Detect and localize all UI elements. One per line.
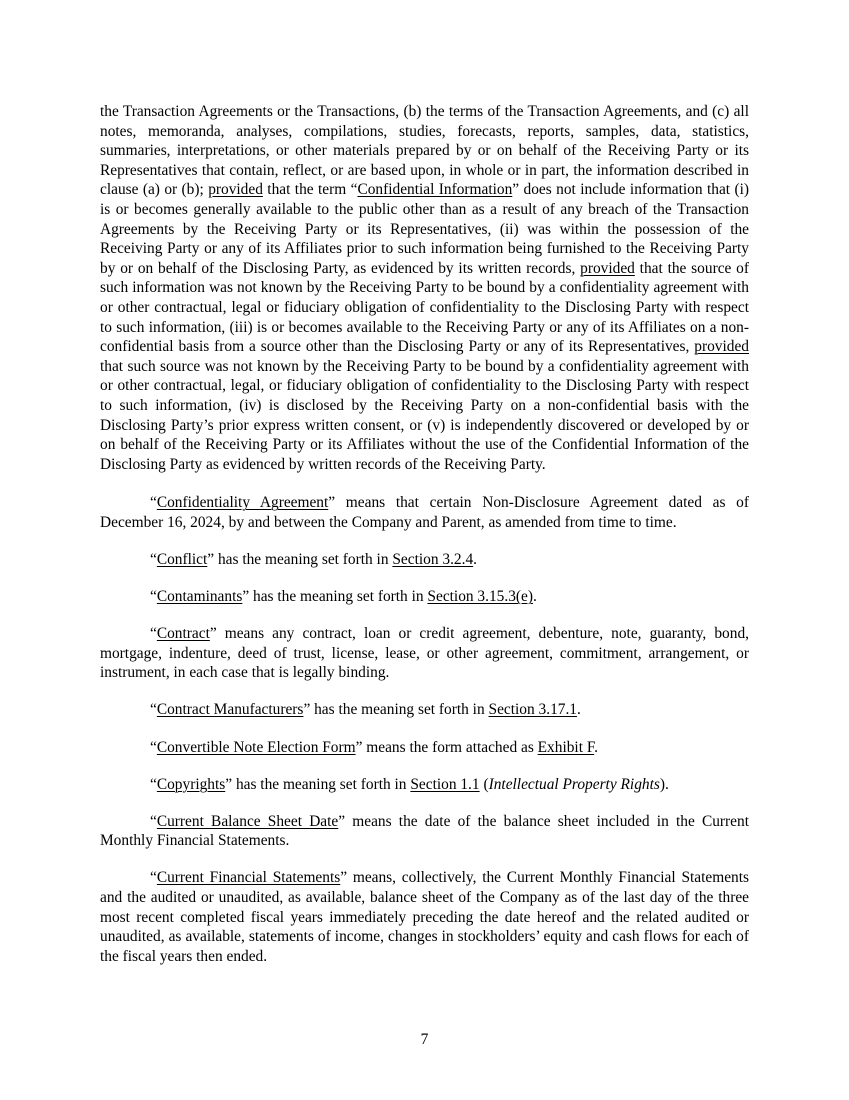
definition-copyrights	[100, 775, 749, 795]
defined-term: Copyrights	[156, 775, 226, 793]
defined-term: Contract	[156, 625, 210, 643]
definition-text: (	[479, 775, 489, 793]
defined-term: Conflict	[156, 550, 208, 568]
italic-reference: Intellectual Property Rights	[488, 775, 660, 793]
definition-end: .	[533, 588, 537, 606]
defined-term: Confidentiality Agreement	[156, 494, 329, 512]
open-quote: “	[150, 869, 157, 887]
definition-contract	[100, 624, 749, 683]
open-quote: “	[150, 625, 157, 643]
defined-term: Contract Manufacturers	[156, 701, 304, 719]
defined-term: Contaminants	[156, 588, 243, 606]
provided-term: provided	[580, 259, 635, 277]
definition-end: .	[594, 738, 599, 756]
open-quote: “	[150, 812, 157, 830]
definition-text: ” means that certain Non-Disclosure Agreement dated as of December 16, 2024, by and between the Company and Parent, as amended from time to time.	[100, 494, 749, 531]
provided-term: provided	[208, 181, 263, 199]
definition-text: ” has the meaning set forth in	[303, 701, 489, 719]
exhibit-reference: Exhibit F	[537, 738, 595, 756]
defined-term: Convertible Note Election Form	[156, 738, 356, 756]
definition-conflict	[100, 550, 749, 570]
defined-term: Current Balance Sheet Date	[156, 812, 339, 830]
definition-end: ).	[659, 775, 669, 793]
open-quote: “	[150, 775, 157, 793]
definition-contaminants	[100, 587, 749, 607]
open-quote: “	[150, 494, 157, 512]
paragraph-text: that the term “	[262, 181, 358, 199]
definition-current-financial-statements	[100, 868, 749, 966]
paragraph-text: that the source of such information was not known by the Receiving Party to be bound by a confidentiality agreement with or other contractual, legal or fiduciary obligation of confidentiality to the Disclosing Party with respect to such information, (iii) is or becomes available to the Receiving Party or any of its Affiliates on a non-confidential basis from a source other than the Disclosing Party or any of its Representatives,	[100, 259, 749, 356]
definition-confidentiality-agreement	[100, 493, 749, 532]
open-quote: “	[150, 701, 157, 719]
page-number: 7	[420, 1031, 429, 1048]
defined-term: Current Financial Statements	[156, 869, 341, 887]
paragraph-text: the Transaction Agreements or the Transactions, (b) the terms of the Transaction Agreements, and (c) all notes, memoranda, analyses, compilations, studies, forecasts, reports, samples, data, statistics, summaries, interpretations, or other materials prepared by or on behalf of the Receiving Party or its Representatives that contain, reflect, or are based upon, in whole or in part, the information described in clause (a) or (b);	[100, 103, 749, 199]
definition-text: ” has the meaning set forth in	[225, 775, 411, 793]
section-reference: Section 1.1	[410, 775, 480, 793]
definition-text: ” means the form attached as	[355, 738, 538, 756]
defined-term-confidential-information: Confidential Information	[357, 181, 513, 199]
definition-text: ” means the date of the balance sheet included in the Current Monthly Financial Statements.	[100, 812, 749, 850]
provided-term: provided	[694, 338, 749, 356]
definition-current-balance-sheet-date	[100, 812, 749, 851]
open-quote: “	[150, 738, 157, 756]
definition-text: ” means any contract, loan or credit agreement, debenture, note, guaranty, bond, mortgage, indenture, deed of trust, license, lease, or other agreement, commitment, arrangement, or instrument, in each case that is legally binding.	[100, 625, 749, 682]
confidential-information-definition-continued	[100, 102, 749, 474]
section-reference: Section 3.17.1	[488, 701, 578, 719]
definition-text: ” has the meaning set forth in	[242, 588, 428, 606]
section-reference: Section 3.15.3(e)	[427, 588, 533, 606]
paragraph-text: that such source was not known by the Receiving Party to be bound by a confidentiality agreement with or other contractual, legal, or fiduciary obligation of confidentiality to the Disclosing Party with respect to such information, (iv) is disclosed by the Receiving Party on a non-confidential basis with the Disclosing Party’s prior express written consent, or (v) is independently discovered or developed by or on behalf of the Receiving Party or its Affiliates without the use of the Confidential Information of the Disclosing Party as evidenced by written records of the Receiving Party.	[100, 357, 749, 473]
open-quote: “	[150, 550, 157, 568]
definition-convertible-note-election-form	[100, 738, 749, 758]
paragraph-text: ” does not include information that (i) is or becomes generally available to the public other than as a result of any breach of the Transaction Agreements by the Receiving Party or its Representatives, (ii) was within the possession of the Receiving Party or any of its Affiliates prior to such information being furnished to the Receiving Party by or on behalf of the Disclosing Party, as evidenced by its written records,	[100, 181, 749, 277]
definition-contract-manufacturers	[100, 700, 749, 720]
document-body	[100, 102, 749, 984]
definition-end: .	[473, 550, 478, 568]
open-quote: “	[150, 588, 157, 606]
section-reference: Section 3.2.4	[392, 550, 474, 568]
definition-end: .	[577, 701, 581, 719]
definition-text: ” has the meaning set forth in	[207, 550, 393, 568]
definition-text: ” means, collectively, the Current Monthly Financial Statements and the audited or unaudited, as available, balance sheet of the Company as of the last day of the three most recent completed fiscal years immediately preceding the date hereof and the related audited or unaudited, as available, statements of income, changes in stockholders’ equity and cash flows for each of the fiscal years then ended.	[100, 869, 749, 965]
